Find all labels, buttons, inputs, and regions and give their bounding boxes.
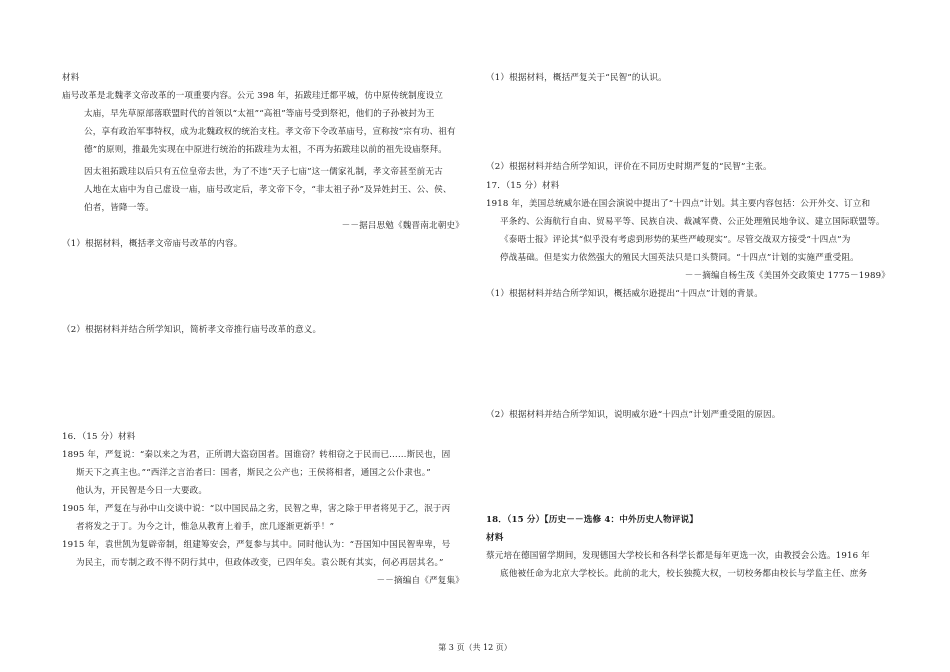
q17-question-2: （2）根据材料并结合所学知识，说明威尔逊“十四点”计划严重受阻的原因。 <box>486 410 781 420</box>
q17-text-line: 平条约、公海航行自由、贸易平等、民族自决、裁减军费、公正处理殖民地争议、建立国际联盟等。 <box>500 217 885 227</box>
q17-text-line: 《泰晤士报》评论其“似乎没有考虑到形势的某些严峻现实”。尽管交战双方接受“十四点”为 <box>500 235 851 245</box>
q16-source: －－摘编自《严复集》 <box>376 576 464 586</box>
q18-header: 18．（15 分）【历史－－选修 4：中外历史人物评说】 <box>486 515 698 525</box>
q15-text-line: 人地在太庙中为自己虚设一庙，庙号改定后，孝文帝下令，“非太祖子孙”及异姓封王、公、侯、 <box>84 185 452 195</box>
q15-text-line: 德”的原则，推最先实现在中原进行统治的拓跋珪为太祖，不再为拓跋珪以前的祖先设庙祭拜。 <box>84 145 448 155</box>
q16-question-2: （2）根据材料并结合所学知识，评价在不同历史时期严复的“民智”主张。 <box>486 162 772 172</box>
q17-text-line: 停战基础。但是实力依然强大的殖民大国英法只是口头赞同。“十四点”计划的实施严重受阻。 <box>500 253 859 263</box>
q15-text-line: 公，享有政治军事特权，成为北魏政权的统治支柱。孝文帝下令改革庙号，宣称按“宗有功、祖有 <box>84 127 456 137</box>
q15-material-label: 材料 <box>62 73 80 83</box>
q15-text-line: 太庙，早先草原部落联盟时代的首领以“太祖”“高祖”等庙号受到祭祀，他们的子孙被封为王 <box>84 109 435 119</box>
q17-question-1: （1）根据材料并结合所学知识，概括威尔逊提出“十四点”计划的背景。 <box>486 289 764 299</box>
q17-source: －－摘编自杨生茂《美国外交政策史 1775－1989》 <box>684 271 890 281</box>
q18-text-line: 蔡元培在德国留学期间，发现德国大学校长和各科学长都是每年更选一次，由教授会公选。1916 年 <box>486 551 870 561</box>
q18-text-line: 底他被任命为北京大学校长。此前的北大，校长独揽大权，一切校务都由校长与学监主任、庶务 <box>500 569 868 579</box>
q15-source: －－据吕思勉《魏晋南北朝史》 <box>341 221 464 231</box>
q16-text-line: 为民主，而专制之政不得不阴行其中，但政体改变，已四年矣。袁公既有其实，何必再居其名。” <box>76 558 444 568</box>
q16-text-line: 他认为，开民智是今日一大要政。 <box>76 486 208 496</box>
q15-text-line: 庙号改革是北魏孝文帝改革的一项重要内容。公元 398 年，拓跋珪迁都平城，仿中原传统制度设立 <box>62 91 444 101</box>
q15-question-2: （2）根据材料并结合所学知识，简析孝文帝推行庙号改革的意义。 <box>62 325 322 335</box>
q16-text-line: 1895 年，严复说：“秦以来之为君，正所谓大盗窃国者。国谁窃？转相窃之于民而已……斯民也，固 <box>62 450 451 460</box>
q15-text-line: 伯者，皆降一等。 <box>84 203 154 213</box>
q16-text-line: 1905 年，严复在与孙中山交谈中说：“以中国民品之劣，民智之卑，害之除于甲者将见于乙，泯于丙 <box>62 504 451 514</box>
q16-text-line: 1915 年，袁世凯为复辟帝制，组建筹安会，严复参与其中。同时他认为：“吾国知中国民智卑卑，号 <box>62 540 451 550</box>
q15-text-line: 因太祖拓跋珪以后只有五位皇帝去世，为了不违“天子七庙”这一儒家礼制，孝文帝甚至前无古 <box>84 167 443 177</box>
page-number-footer: 第 3 页（共 12 页） <box>438 643 512 652</box>
q16-question-1: （1）根据材料，概括严复关于“民智”的认识。 <box>486 73 667 83</box>
q16-header: 16．（15 分）材料 <box>62 432 136 442</box>
q15-question-1: （1）根据材料，概括孝文帝庙号改革的内容。 <box>62 239 243 249</box>
q17-text-line: 1918 年，美国总统威尔逊在国会演说中提出了“十四点”计划。其主要内容包括：公开外交、订立和 <box>486 199 871 209</box>
q17-header: 17．（15 分）材料 <box>486 181 560 191</box>
q18-material-label: 材料 <box>486 533 504 543</box>
q16-text-line: 斯天下之真主也。”“西洋之言治者曰：国者，斯民之公产也；王侯将相者，通国之公仆隶也。” <box>76 468 431 478</box>
q16-text-line: 者将发之于丁。为今之计，惟急从教育上着手，庶几逐渐更新乎！” <box>76 522 335 532</box>
